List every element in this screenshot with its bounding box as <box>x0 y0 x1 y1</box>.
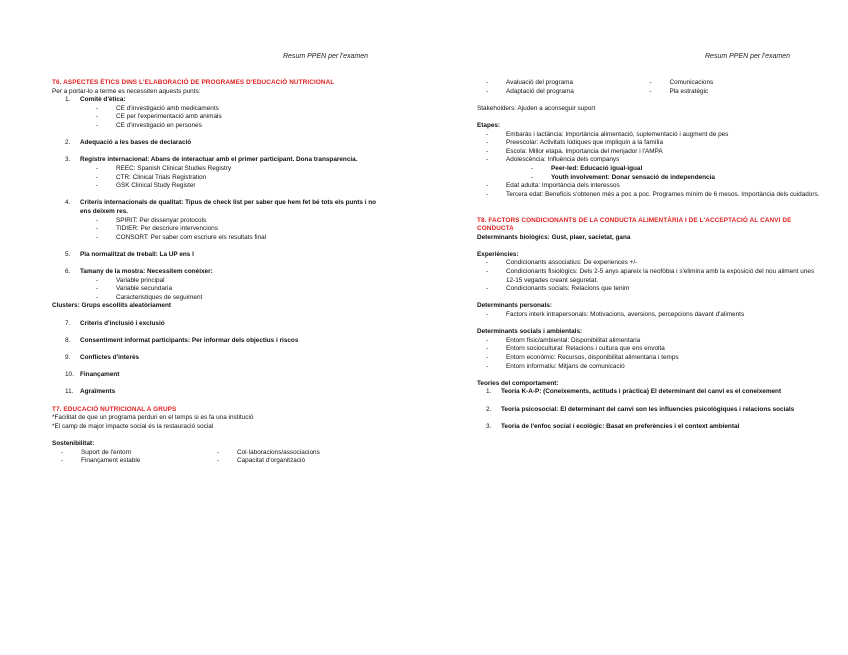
spacer <box>52 242 382 251</box>
list-item <box>96 234 382 243</box>
item-number: 1. <box>486 388 492 396</box>
numbered-item <box>486 388 822 397</box>
bullet-dash: - <box>486 190 489 198</box>
item-text: Registre internacional: Abans de interactuar amb el primer participant. Dona transparencia. <box>80 156 358 164</box>
page-header: Resum PPEN per l'examen <box>283 53 368 60</box>
item-number: 8. <box>65 336 71 344</box>
spacer <box>52 131 382 140</box>
list-item-text: Tercera edat: Beneficis s'obtenen més a poc a poc. Programes mínim de 6 mesos. Importància dels cuidadors. <box>506 190 820 198</box>
list-item-text: Entorn econòmic: Recursos, disponibilitat alimentaria i temps <box>506 354 679 361</box>
bullet-dash: - <box>96 121 99 129</box>
list-item <box>96 105 382 114</box>
numbered-item <box>65 320 382 329</box>
item-text: Criteris d'inclusió i exclusió <box>80 319 165 327</box>
list-item <box>531 174 822 183</box>
list-item-text: CE per l'experimentació amb animals <box>116 113 222 121</box>
item-number: 3. <box>486 422 492 430</box>
list-item <box>531 165 822 174</box>
bullet-dash: - <box>96 104 99 112</box>
list-item-text: Entorn sociocultural: Relacions i cultura que ens envolta <box>506 345 665 353</box>
spacer <box>52 259 382 268</box>
bullet-dash: - <box>96 225 99 233</box>
t7-line: *El camp de major impacte social és la restauració social <box>52 422 214 430</box>
item-text: Criteris internacionals de qualitat: Tipus de check list per saber que hem fet bé tots els punts i no ens deixem res. <box>80 199 377 215</box>
list-item <box>96 122 382 131</box>
list-item <box>486 148 822 157</box>
section-title-t7: T7. EDUCACIÓ NUTRICIONAL A GRUPS <box>52 405 177 413</box>
list-item <box>486 345 822 354</box>
numbered-item <box>65 96 382 105</box>
stakeholders-line: Stakeholders: Ajuden a aconseguir suport <box>477 104 596 112</box>
numbered-item <box>486 406 822 415</box>
list-item <box>486 311 822 320</box>
t6-list <box>52 96 382 397</box>
item-number: 3. <box>65 156 71 164</box>
bullet-dash: - <box>96 233 99 241</box>
item-text: Tamany de la mostra: Necessitem conèixer: <box>80 268 213 276</box>
list-item <box>486 182 822 191</box>
page-header: Resum PPEN per l'examen <box>705 53 790 60</box>
list-item-text: Peer-led: Educació igual-igual <box>551 164 643 172</box>
item-number: 6. <box>65 268 71 276</box>
bullet-dash: - <box>96 173 99 181</box>
list-item-text: Variable principal <box>116 276 165 284</box>
list-item <box>486 337 822 346</box>
section-title-t6: T6. ASPECTES ÈTICS DINS L'ELABORACIÓ DE PROGRAMES D'EDUCACIÓ NUTRICIONAL <box>52 79 335 86</box>
list-item <box>486 285 822 294</box>
list-item-text: Preescolar: Activitats lúdiques que impliquin a la família <box>506 139 664 147</box>
bullet-dash: - <box>96 293 99 301</box>
list-item: - Adaptació del programa <box>486 87 574 95</box>
list-item-text: Condicionants fisiològics: Dels 2-5 anys apareix la neofòbia i s'elimina amb la exposició del nou aliment unes 12-15 vegades creant seguretat. <box>506 268 815 284</box>
bullet-dash: - <box>486 130 489 138</box>
bullet-dash: - <box>486 156 489 164</box>
item-number: 7. <box>65 319 71 327</box>
spacer <box>52 328 382 337</box>
right-column <box>477 79 822 431</box>
bullet-dash: - <box>96 276 99 284</box>
numbered-item <box>65 156 382 165</box>
teories-list <box>477 388 822 431</box>
item-number: 10. <box>65 371 74 379</box>
bullet-dash: - <box>486 336 489 344</box>
list-item <box>486 131 822 140</box>
experiencies-list <box>477 259 822 293</box>
bullet-dash: - <box>486 147 489 155</box>
item-text: Teoria de l'enfoc social i ecològic: Basat en preferències i el context ambiental <box>501 422 740 430</box>
bullet-dash: - <box>531 164 534 172</box>
numbered-item <box>65 251 382 260</box>
bullet-dash: - <box>486 268 489 276</box>
spacer <box>52 363 382 372</box>
clusters-line: Clusters: Grups escollits aleatòriament <box>52 302 171 310</box>
list-item-text: Embaràs i lactància: Importància alimentació, suplementació i augment de pes <box>506 130 729 138</box>
bullet-dash: - <box>486 345 489 353</box>
numbered-item <box>65 139 382 148</box>
list-item <box>96 225 382 234</box>
list-item: - Capacitat d'organització <box>217 457 306 465</box>
list-item-text: Edat adulta: Importància dels interessos <box>506 182 620 190</box>
item-number: 9. <box>65 354 71 361</box>
item-text: Finançament <box>80 371 120 379</box>
item-number: 5. <box>65 250 71 258</box>
list-item-text: Adolescència: Influència dels companys <box>506 156 620 164</box>
list-item <box>96 277 382 286</box>
list-item <box>96 217 382 226</box>
list-item <box>486 156 822 165</box>
list-item <box>486 354 822 363</box>
list-item-text: CE d'investigació en persones <box>116 121 202 129</box>
bullet-dash: - <box>96 182 99 190</box>
list-item <box>486 259 822 268</box>
bullet-dash: - <box>531 173 534 181</box>
list-item-text: REEC: Spanish Clinical Studies Registry <box>116 164 232 172</box>
list-item <box>96 182 382 191</box>
item-number: 4. <box>65 199 71 207</box>
spacer <box>477 414 822 423</box>
list-item-text: CTR: Clinical Trials Registration <box>116 173 207 181</box>
numbered-item <box>65 371 382 380</box>
item-text: Teoria K-A-P: (Coneixements, actituds i pràctica) El determinant del canvi es el coneixement <box>501 388 782 396</box>
list-item <box>486 268 822 285</box>
list-item: - Suport de l'entorn <box>61 448 132 456</box>
spacer <box>52 311 382 320</box>
t6-intro: Per a portar-lo a terme es necessiten aquests punts: <box>52 87 201 95</box>
bullet-dash: - <box>96 164 99 172</box>
sostenibilitat-title: Sostenibilitat: <box>52 439 95 447</box>
list-item <box>486 363 822 372</box>
numbered-item <box>65 199 382 216</box>
numbered-item <box>65 354 382 363</box>
list-item-text: CONSORT: Per saber com escriure els resultats final <box>116 233 267 241</box>
bullet-dash: - <box>486 139 489 147</box>
list-item: - Finançament estable <box>61 457 141 465</box>
item-number: 11. <box>65 388 74 396</box>
bullet-dash: - <box>486 311 489 319</box>
item-text: Comitè d'ètica: <box>80 96 126 104</box>
left-column <box>52 79 382 466</box>
list-item-text: TIDIER: Per descriure intervencions <box>116 225 218 233</box>
list-item <box>96 294 382 303</box>
list-item: - Pla estratègic <box>649 87 709 95</box>
list-item-text: SPIRIT: Per dissenyar protocols <box>116 216 207 224</box>
item-text: Adequació a les bases de declaració <box>80 139 192 147</box>
list-item: - Avaluació del programa <box>486 79 574 86</box>
list-item <box>96 285 382 294</box>
personals-list <box>477 311 822 320</box>
list-item-text: Youth involvement: Donar sensació de independencia <box>551 173 715 181</box>
section-title-t8: T8. FACTORS CONDICIONANTS DE LA CONDUCTA ALIMENTÀRIA I DE L'ACCEPTACIÓ AL CANVI DE CONDUCTA <box>477 216 792 233</box>
bullet-dash: - <box>96 285 99 293</box>
teories-title: Teories del comportament: <box>477 379 559 387</box>
t7-line: *Facilitat de que un programa perduri en el temps si es fa una institució <box>52 414 254 422</box>
numbered-item <box>65 337 382 346</box>
list-item-text: Variable secundaria <box>116 285 173 293</box>
personals-title: Determinants personals: <box>477 302 552 310</box>
experiencies-title: Experiències: <box>477 250 519 258</box>
bullet-dash: - <box>486 182 489 190</box>
spacer <box>477 397 822 406</box>
socials-title: Determinants socials i ambientals: <box>477 328 583 336</box>
list-item-text: Condicionants associatius: De experiences +/- <box>506 259 638 267</box>
list-item: - Col·laboracions/associacions <box>217 448 320 456</box>
numbered-item <box>65 388 382 397</box>
item-text: Agraïments <box>80 388 116 396</box>
bullet-dash: - <box>486 354 489 361</box>
list-item <box>486 191 822 200</box>
list-item-text: GSK Clinical Study Register <box>116 182 196 190</box>
list-item: - Comunicacions <box>649 79 714 86</box>
list-item-text: Entorn físic/ambiental: Disponibilitat alimentaria <box>506 336 641 344</box>
item-number: 2. <box>486 405 492 413</box>
bullet-dash: - <box>96 113 99 121</box>
item-text: Conflictes d'interès <box>80 354 140 361</box>
bullet-dash: - <box>486 259 489 267</box>
sostenibilitat-list <box>52 449 382 466</box>
list-item <box>96 165 382 174</box>
list-item-text: CE d'investigació amb medicaments <box>116 104 219 112</box>
socials-list <box>477 337 822 371</box>
item-text: Teoria psicosocial: El determinant del canvi son les influencies psicològiques i relacions socials <box>501 405 795 413</box>
program-list <box>477 79 822 96</box>
list-item <box>486 139 822 148</box>
bullet-dash: - <box>486 362 489 370</box>
item-number: 1. <box>65 96 71 104</box>
list-item <box>96 113 382 122</box>
list-item-text: Factors interk intrapersonals: Motivacions, aversions, percepcions davant d'aliments <box>506 311 745 319</box>
numbered-item <box>65 268 382 277</box>
spacer <box>52 345 382 354</box>
spacer <box>52 191 382 200</box>
numbered-item <box>486 423 822 432</box>
page-right <box>424 0 848 655</box>
etapes-list <box>477 131 822 200</box>
item-number: 2. <box>65 139 71 147</box>
bullet-dash: - <box>486 285 489 293</box>
list-item-text: Entorn informatiu: Mitjans de comunicació <box>506 362 625 370</box>
spacer <box>52 148 382 157</box>
item-text: Pla normalitzat de treball: La UP ens l <box>80 250 194 258</box>
list-item-text: Escola: Millor etapa. Importancia del menjador i l'AMPA <box>506 147 663 155</box>
list-item <box>96 174 382 183</box>
list-item-text: Condicionants socials: Relacions que tenim <box>506 285 630 293</box>
list-item-text: Caracteristiques de seguiment <box>116 293 203 301</box>
spacer <box>52 380 382 389</box>
etapes-title: Etapes: <box>477 121 501 129</box>
bullet-dash: - <box>96 216 99 224</box>
item-text: Consentiment informat participants: Per informar dels objectius i riscos <box>80 336 299 344</box>
biologics-line: Determinants biològics: Gust, plaer, sacietat, gana <box>477 233 631 241</box>
